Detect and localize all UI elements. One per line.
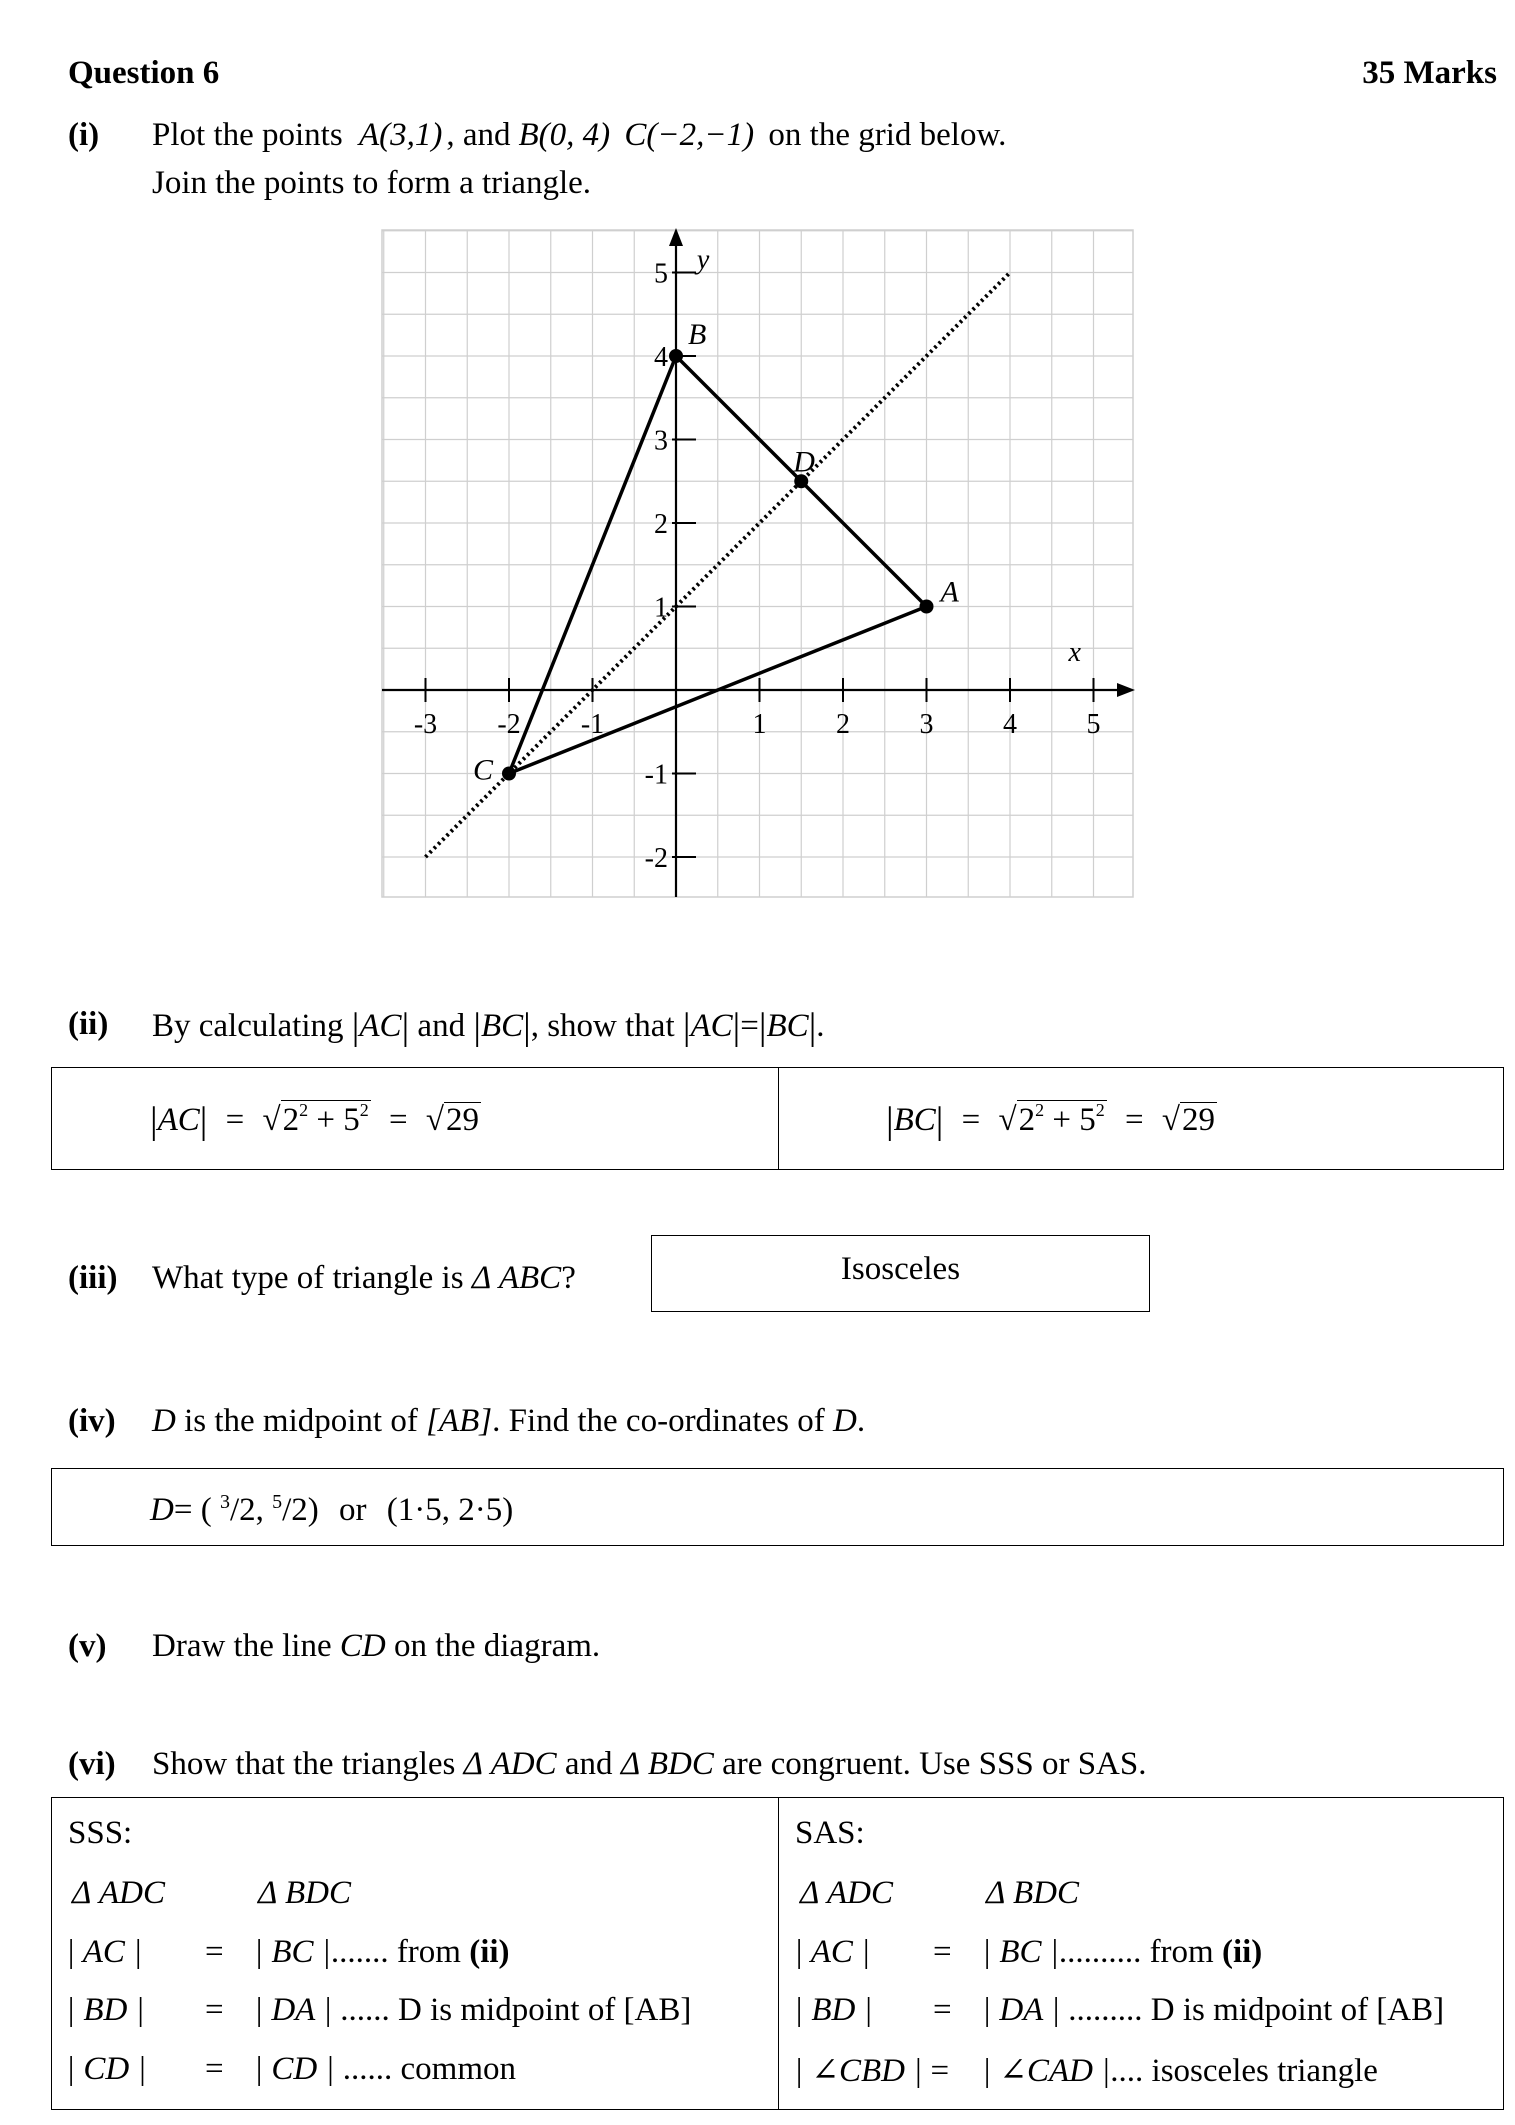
- sss-title: SSS:: [68, 1815, 133, 1851]
- part-iv-question: D is the midpoint of [AB]. Find the co-ordinates of D.: [152, 1403, 866, 1439]
- x-tick-label: 4: [1003, 709, 1017, 740]
- sss-row-3-eq: =: [205, 2051, 224, 2087]
- y-tick-label: -1: [644, 759, 668, 791]
- sss-row-1-eq: =: [205, 1934, 224, 1970]
- part-iv-label: (iv): [68, 1403, 116, 1439]
- sss-header-adc: Δ ADC: [72, 1875, 166, 1911]
- point-label-c: C: [473, 753, 494, 787]
- grid-lines: [382, 230, 1133, 897]
- sas-header-bdc: Δ BDC: [986, 1875, 1080, 1911]
- part-v-question: Draw the line CD on the diagram.: [152, 1628, 601, 1664]
- midpoint-answer: D= ( $^3$/2, $^5$/2) or (1·5, 2·5): [150, 1491, 514, 1528]
- part-ii-divider: [778, 1067, 779, 1170]
- sss-row-3-left: | CD |: [66, 2051, 147, 2087]
- bc-calculation: $|BC| = √2^2 + 5^2 = √29$: [886, 1100, 1216, 1142]
- point-label-a: A: [940, 575, 959, 609]
- point-label-b: B: [688, 318, 707, 351]
- triangle-type-answer: Isosceles: [840, 1251, 961, 1287]
- y-tick-label: 4: [654, 342, 668, 373]
- part-i-question: Plot the points A(3,1) , and B(0, 4) C(−2,−1) on the grid below.: [152, 117, 1007, 153]
- x-tick-label: -3: [413, 709, 438, 740]
- question-title: Question 6: [68, 55, 220, 91]
- part-vi-label: (vi): [68, 1746, 116, 1782]
- part-iii-question: What type of triangle is Δ ABC?: [152, 1260, 576, 1296]
- ac-calculation: $|AC| = √2^2 + 5^2 = √29$: [150, 1100, 480, 1142]
- sas-header-adc: Δ ADC: [800, 1875, 894, 1911]
- sss-row-2-right: | DA | ...... D is midpoint of [AB]: [254, 1992, 692, 2028]
- sas-row-2-left: | BD |: [794, 1992, 873, 2028]
- tick-labels: [414, 259, 1101, 875]
- y-tick-label: 3: [654, 425, 668, 457]
- point-c: [502, 767, 516, 781]
- sss-row-1-right: | BC |....... from (ii): [254, 1934, 510, 1970]
- x-tick-label: -2: [497, 709, 521, 740]
- point-label-d: D: [793, 445, 815, 479]
- sas-row-2-right: | DA | ......... D is midpoint of [AB]: [982, 1992, 1445, 2028]
- coordinate-grid[interactable]: [0, 0, 1515, 920]
- grid-border: [382, 230, 1133, 897]
- x-tick-label: 2: [836, 709, 850, 740]
- sas-row-1-left: | AC |: [794, 1934, 871, 1970]
- y-axis-label: y: [696, 244, 710, 276]
- x-tick-label: 3: [919, 709, 934, 740]
- part-i-instruction: Join the points to form a triangle.: [152, 165, 592, 201]
- part-ii-label: (ii): [68, 1006, 109, 1042]
- y-tick-label: -2: [644, 843, 668, 874]
- sas-title: SAS:: [795, 1815, 865, 1851]
- sss-row-3-right: | CD | ...... common: [254, 2051, 516, 2087]
- part-iii-label: (iii): [68, 1260, 118, 1296]
- part-vi-question: Show that the triangles Δ ADC and Δ BDC are congruent. Use SSS or SAS.: [152, 1746, 1147, 1782]
- x-tick-label: 5: [1086, 709, 1101, 740]
- marks-label: 35 Marks: [1362, 55, 1497, 91]
- part-vi-divider: [778, 1797, 779, 2110]
- sas-row-3-right: | ∠CAD |.... isosceles triangle: [982, 2053, 1378, 2089]
- part-ii-question: By calculating |AC| and |BC|, show that |AC|=|BC|.: [152, 1006, 825, 1048]
- sss-row-1-left: | AC |: [66, 1934, 143, 1970]
- sas-row-1-right: | BC |.......... from (ii): [982, 1934, 1263, 1970]
- sas-row-3-left: | ∠CBD | =: [794, 2053, 950, 2089]
- sss-row-2-eq: =: [205, 1992, 224, 2028]
- part-v-label: (v): [68, 1628, 107, 1664]
- point-a: [920, 600, 934, 614]
- y-tick-label: 2: [654, 509, 668, 540]
- sas-row-2-eq: =: [933, 1992, 952, 2028]
- x-tick-label: 1: [752, 709, 767, 740]
- x-axis-label: x: [1068, 636, 1081, 668]
- y-tick-label: 5: [654, 258, 668, 290]
- sss-header-bdc: Δ BDC: [258, 1875, 352, 1911]
- part-i-label: (i): [68, 117, 100, 153]
- axes: [382, 228, 1135, 897]
- part-iii-answer-box[interactable]: [651, 1235, 1150, 1312]
- sss-row-2-left: | BD |: [66, 1992, 145, 2028]
- y-tick-label: 1: [654, 592, 668, 624]
- point-b: [669, 349, 683, 363]
- plotted-points: [473, 318, 960, 787]
- sas-row-1-eq: =: [933, 1934, 952, 1970]
- x-tick-label: -1: [580, 709, 605, 740]
